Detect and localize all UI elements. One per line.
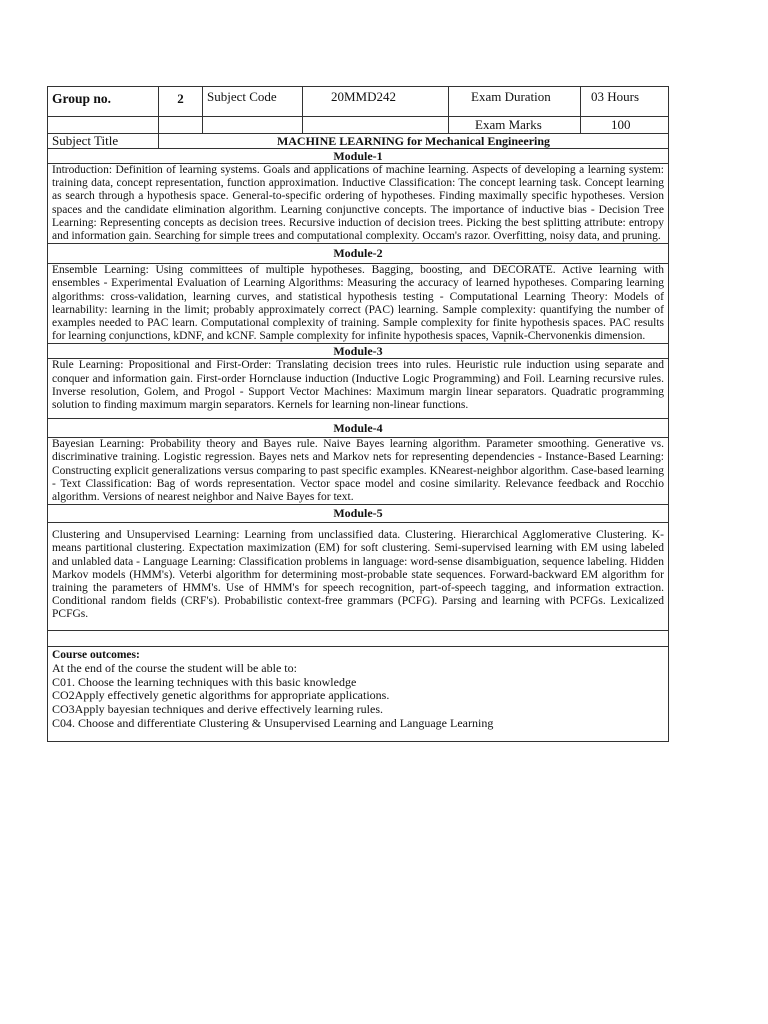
header-row-1	[48, 87, 669, 117]
exam-marks-label	[449, 117, 581, 134]
module-5-body-row	[48, 523, 669, 630]
module-1-body-row	[48, 164, 669, 244]
module-5-text: Clustering and Unsupervised Learning: Learning from unclassified data. Clustering. Hierarchical Agglomerative Clustering. K-means partitional clustering. Expectation maximization (EM) for soft clustering. Semi-supervised learning with EM using labeled and unlabled data - Language Learning: Classification problems in language: word-sense disambiguation, sequence labeling. Hidden Markov models (HMM's). Veterbi algorithm for determining most-probable state sequences. Forward-backward EM algorithm for training the parameters of HMM's. Use of HMM's for speech recognition, part-of-speech tagging, and information extraction. Conditional random fields (CRF's). Probabilistic context-free grammars (PCFG). Parsing and learning with PCFGs. Lexicalized PCFGs.	[48, 523, 669, 630]
subject-code-text: 20MMD242	[331, 89, 397, 104]
syllabus-sheet	[47, 86, 668, 742]
module-5-title-row	[48, 505, 669, 523]
spacer-row	[48, 630, 669, 646]
subject-code-label: Subject Code	[203, 87, 303, 117]
subject-title-value: MACHINE LEARNING for Mechanical Engineering	[159, 134, 669, 149]
empty-cell	[203, 117, 303, 134]
exam-duration-value-text: 03 Hours	[591, 89, 640, 104]
empty-cell	[303, 117, 449, 134]
module-3-text: Rule Learning: Propositional and First-Order: Translating decision trees into rules. Heuristic rule induction using separate and conquer and information gain. First-order Hornclause induction (Inductive Logic Programming) and Foil. Learning recursive rules. Inverse resolution, Golem, and Progol - Support Vector Machines: Maximum margin linear separators. Quadratic programming solution to finding maximum margin separators. Kernels for learning non-linear functions.	[48, 359, 669, 419]
module-5-title: Module-5	[48, 505, 669, 523]
exam-duration-value	[581, 87, 669, 117]
outcomes-intro: At the end of the course the student will be able to:	[52, 661, 297, 676]
subject-title-label: Subject Title	[48, 134, 159, 149]
outcome-item-1: C01. Choose the learning techniques with this basic knowledge	[52, 674, 357, 689]
module-2-text: Ensemble Learning: Using committees of multiple hypotheses. Bagging, boosting, and DECORATE. Active learning with ensembles - Experimental Evaluation of Learning Algorithms: Measuring the accuracy of learned hypotheses. Comparing learning algorithms: cross-validation, learning curves, and statistical hypothesis testing - Computational Learning Theory: Models of learnability: learning in the limit; probably approximately correct (PAC) learning. Sample complexity: quantifying the number of examples needed to PAC learn. Computational complexity of training. Sample complexity for finite hypothesis spaces. PAC results for learning conjunctions, kDNF, and kCNF. Sample complexity for infinite hypothesis spaces, Vapnik-Chervonenkis dimension.	[48, 264, 669, 344]
header-row-2	[48, 117, 669, 134]
group-label: Group no.	[48, 87, 159, 117]
outcome-item-4: C04. Choose and differentiate Clustering & Unsupervised Learning and Language Learning	[52, 715, 494, 730]
outcome-item-2: CO2Apply effectively genetic algorithms for appropriate applications.	[52, 688, 390, 703]
outcome-item-3: CO3Apply bayesian techniques and derive effectively learning rules.	[52, 702, 384, 717]
module-3-body-row	[48, 359, 669, 419]
module-2-body-row	[48, 264, 669, 344]
exam-marks-text: Exam Marks	[475, 117, 542, 132]
module-3-title-row	[48, 344, 669, 359]
module-4-text: Bayesian Learning: Probability theory and Bayes rule. Naive Bayes learning algorithm. Parameter smoothing. Generative vs. discriminative training. Logistic regression. Bayes nets and Markov nets for representing dependencies - Instance-Based Learning: Constructing explicit generalizations versus comparing to past specific examples. KNearest-neighbor algorithm. Case-based learning - Text Classification: Bag of words representation. Vector space model and cosine similarity. Relevance feedback and Rocchio algorithm. Versions of nearest neighbor and Naive Bayes for text.	[48, 438, 669, 505]
module-4-body-row	[48, 438, 669, 505]
spacer-cell	[48, 630, 669, 646]
exam-duration-label	[449, 87, 581, 117]
empty-cell	[159, 117, 203, 134]
module-4-title-row	[48, 419, 669, 438]
subject-title-row	[48, 134, 669, 149]
outcomes-cell	[48, 646, 669, 741]
outcomes-title: Course outcomes:	[52, 648, 140, 661]
exam-duration-text: Exam Duration	[471, 89, 551, 104]
module-1-text: Introduction: Definition of learning systems. Goals and applications of machine learning. Aspects of developing a learning system: training data, concept representation, function approximation. Inductive Classification: The concept learning task. Concept learning as search through a hypothesis space. General-to-specific ordering of hypotheses. Finding maximally specific hypotheses. Version spaces and the candidate elimination algorithm. Learning conjunctive concepts. The importance of inductive bias - Decision Tree Learning: Representing concepts as decision trees. Recursive induction of decision trees. Picking the best splitting attribute: entropy and information gain. Searching for simple trees and computational complexity. Occam's razor. Overfitting, noisy data, and pruning.	[48, 164, 669, 244]
module-2-title: Module-2	[48, 244, 669, 264]
group-value: 2	[159, 87, 203, 117]
module-2-title-row	[48, 244, 669, 264]
module-1-title: Module-1	[48, 149, 669, 164]
empty-cell	[48, 117, 159, 134]
subject-code-value	[303, 87, 449, 117]
module-1-title-row	[48, 149, 669, 164]
outcomes-row	[48, 646, 669, 741]
syllabus-table	[47, 86, 669, 742]
module-3-title: Module-3	[48, 344, 669, 359]
module-4-title: Module-4	[48, 419, 669, 438]
exam-marks-value	[581, 117, 669, 134]
exam-marks-value-text: 100	[611, 117, 631, 132]
